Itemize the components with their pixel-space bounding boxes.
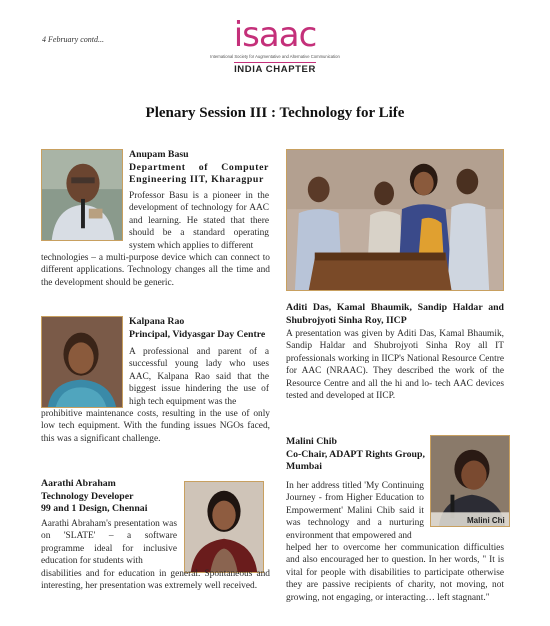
anupam-basu-photo [41, 149, 123, 241]
malini-chib-text-top: In her address titled 'My Continuing Journey - from Higher Education to Empowerment' Malini Chib said it was technology and a nurturing environment that empowered and [286, 481, 424, 541]
malini-chib-role-2: Mumbai [286, 461, 322, 472]
kalpana-rao-text-bottom: prohibitive maintenance costs, resulting in the use of only low tech equipment. With the funding issues NGOs faced, this was a significant challenge. [41, 409, 270, 444]
aarathi-abraham-role-1: Technology Developer [41, 490, 134, 502]
anupam-basu-role: Department of Computer Engineering IIT, Kharagpur [129, 161, 269, 185]
malini-chib-name: Malini Chib [286, 436, 337, 447]
kalpana-rao-header [129, 316, 269, 341]
malini-chib-role-1: Co-Chair, ADAPT Rights Group, [286, 448, 425, 460]
kalpana-rao-photo [41, 316, 123, 408]
iicp-team-names: Aditi Das, Kamal Bhaumik, Sandip Haldar and Shubrojyoti Sinha Roy, IICP [286, 302, 504, 326]
malini-chib-photo-caption: Malini Chi [467, 516, 505, 525]
iicp-team-photo [286, 149, 504, 291]
aarathi-abraham-text-bottom: disabilities and for education in general. Spontaneous and interesting, her presentation was extremely well received. [41, 569, 270, 592]
continued-note: 4 February contd... [42, 35, 104, 44]
aarathi-abraham-photo [184, 481, 264, 573]
aarathi-abraham-header [41, 478, 191, 516]
iicp-team-header [286, 302, 504, 327]
iicp-team-text: A presentation was given by Aditi Das, Kamal Bhaumik, Sandip Haldar and Shubrojyoti Sinha Roy all IT professionals working in IICP's National Resource Centre for AAC (NRAAC). They described the work of the Resource Centre and all the hi and lo- tech AAC devices tested and developed at IICP. [286, 329, 504, 402]
aarathi-abraham-role-2: 99 and 1 Design, Chennai [41, 503, 148, 514]
malini-chib-text-bottom: helped her to overcome her communication difficulties and also encouraged her to question. In her words, " It is vital for people with disabilities to participate otherwise they are passive recipients of charity, not moving, not growing, not engaging, or interacting… left stagnant." [286, 543, 504, 603]
malini-chib-header [286, 436, 436, 474]
logo-chapter: INDIA CHAPTER [234, 64, 316, 75]
anupam-basu-header [129, 149, 269, 187]
kalpana-rao-role: Principal, Vidyasgar Day Centre [129, 328, 266, 340]
anupam-basu-name: Anupam Basu [129, 149, 189, 160]
anupam-basu-text-top: Professor Basu is a pioneer in the development of technology for AAC and learning. He stated that there should be a standard operating system which applies to different [129, 191, 269, 251]
anupam-basu-text-bottom: technologies – a multi-purpose device which can connect to different applications. Technology changes all the time and the development should be generic. [41, 253, 270, 288]
logo-tagline: International Society for Augmentative and Alternative Communication [210, 54, 340, 59]
malini-chib-photo [430, 435, 510, 527]
aarathi-abraham-text-top: Aarathi Abraham's presentation was on 'SLATE' – a software programme ideal for inclusive education for students with [41, 519, 177, 567]
page-title: Plenary Session III : Technology for Life [145, 105, 405, 121]
isaac-logo [210, 15, 340, 90]
aarathi-abraham-name: Aarathi Abraham [41, 478, 116, 489]
logo-wordmark: isaac [233, 15, 317, 55]
kalpana-rao-text-top: A professional and parent of a successful young lady who uses AAC, Kalpana Rao said that the biggest issue hindering the use of high tech equipment was the [129, 347, 269, 407]
kalpana-rao-name: Kalpana Rao [129, 316, 185, 327]
